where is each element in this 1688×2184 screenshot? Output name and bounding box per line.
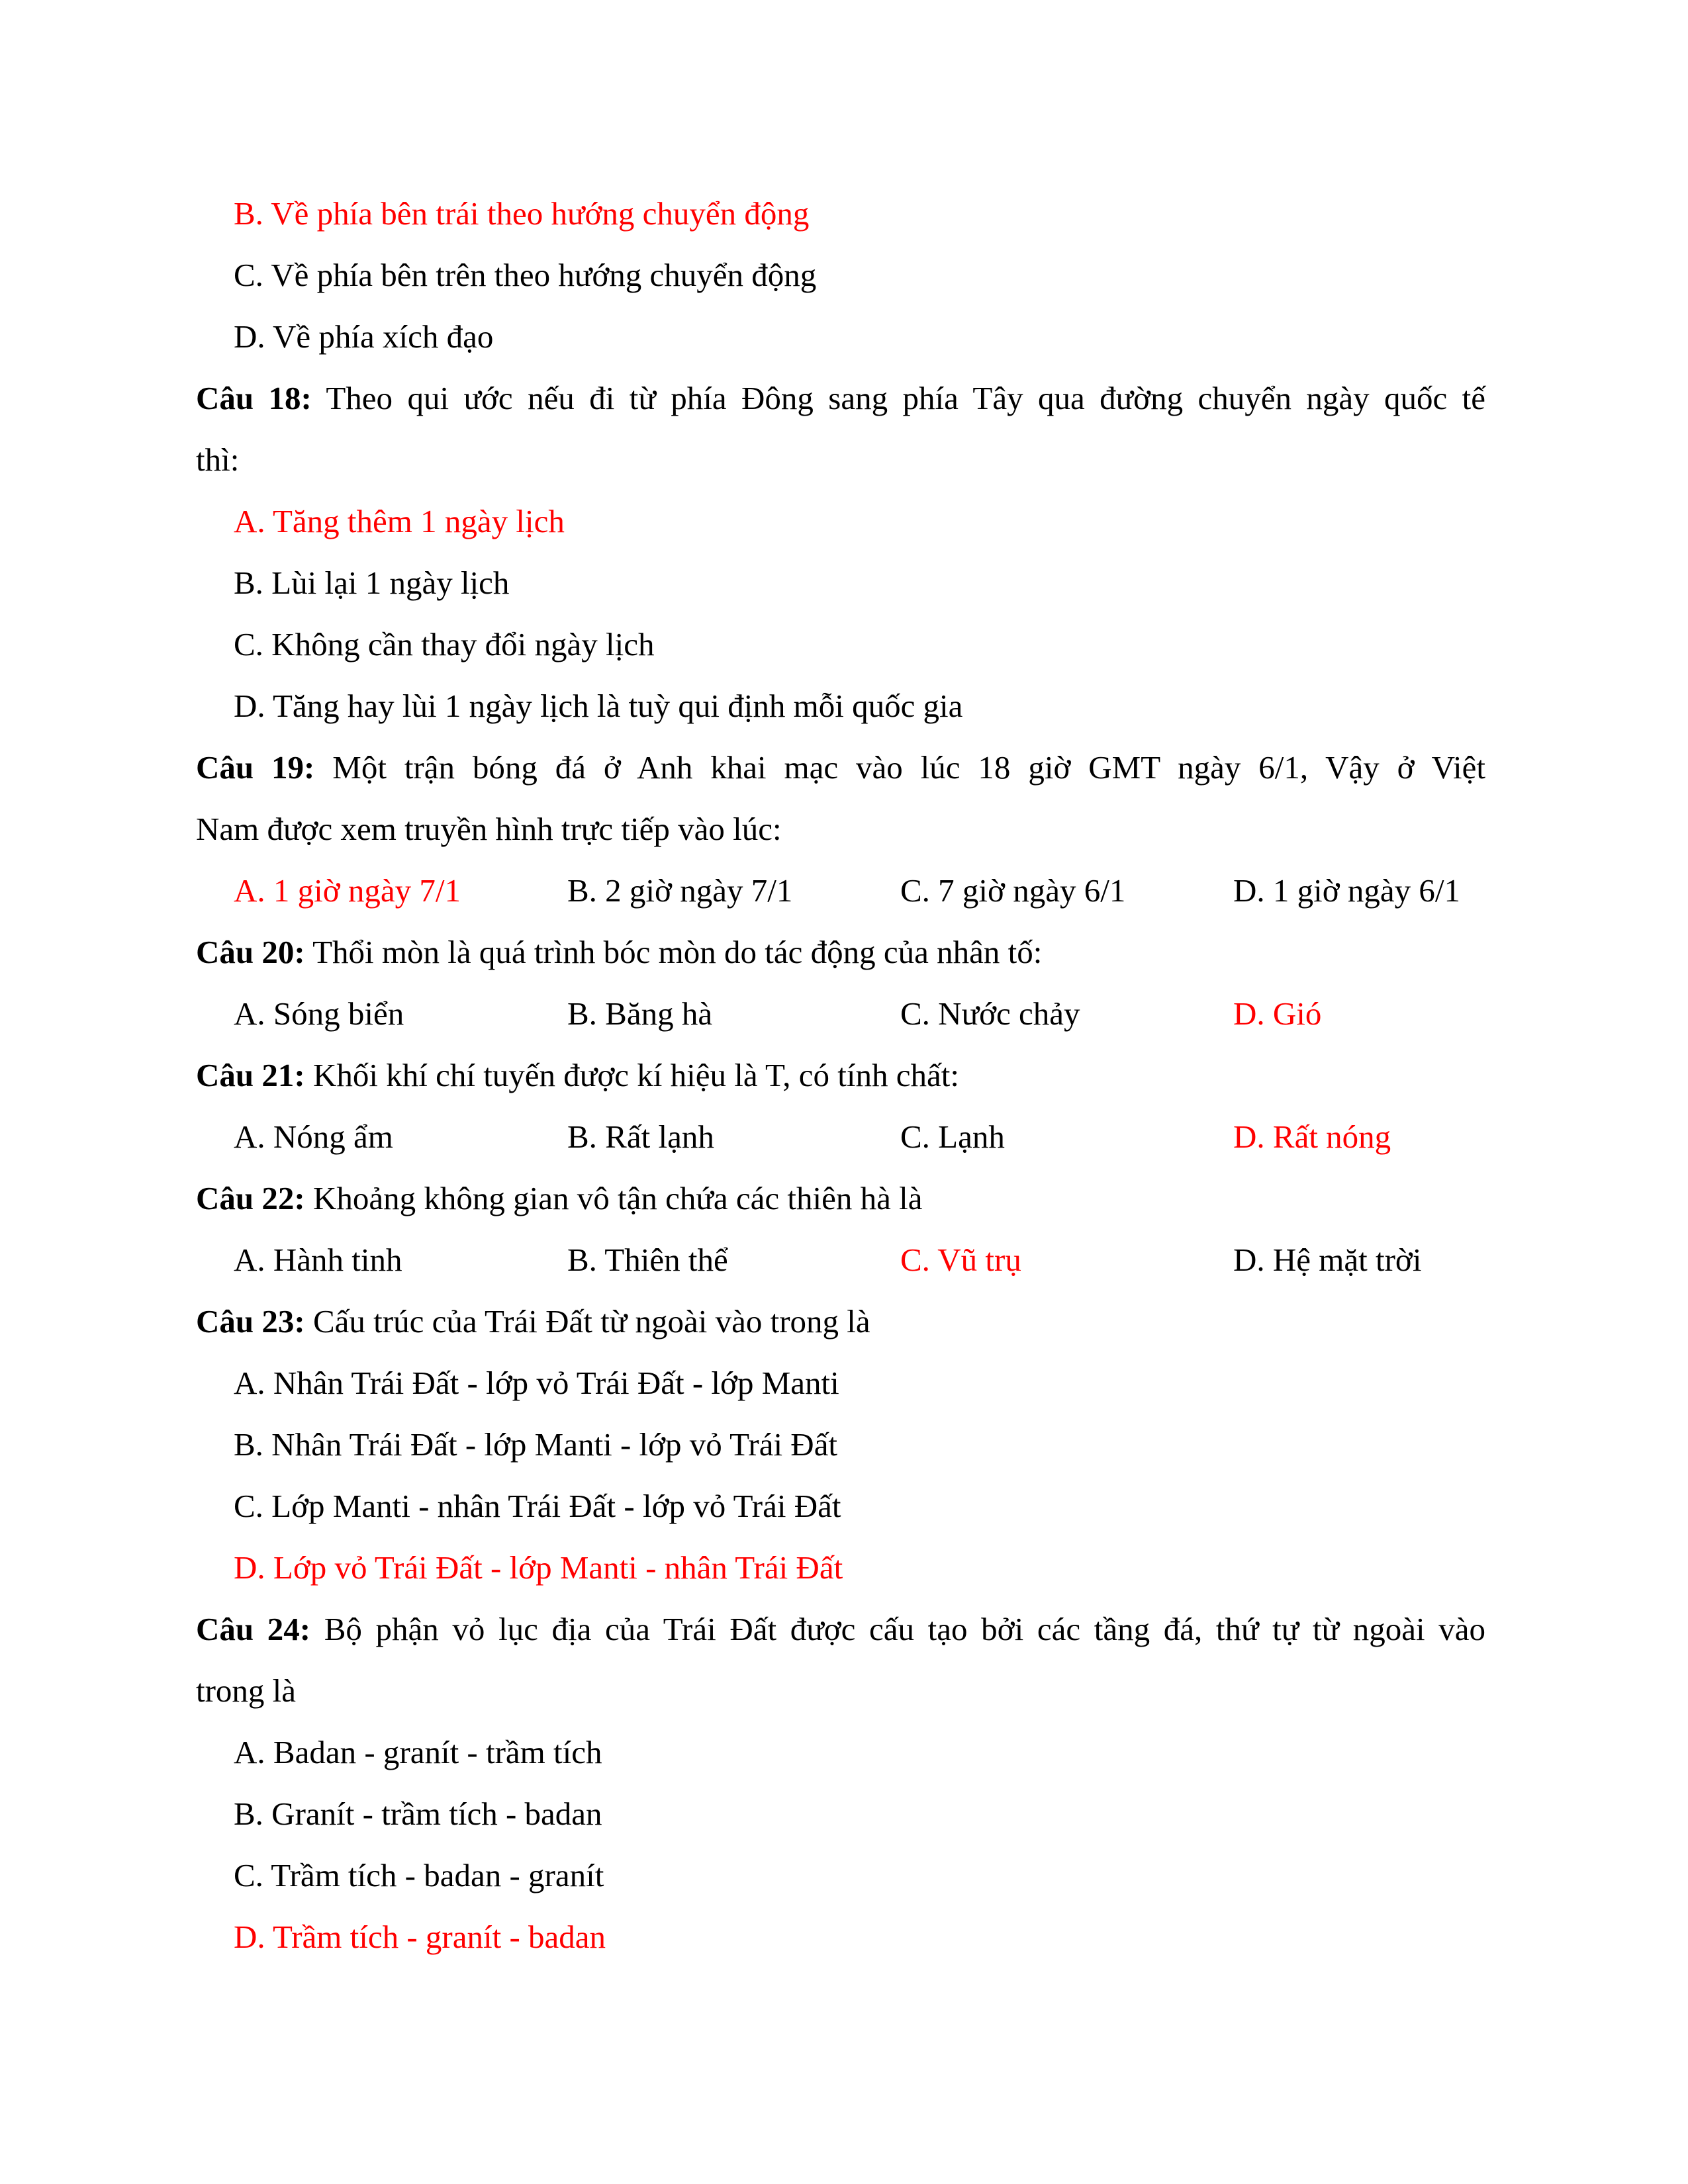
question-23-text [196,1302,870,1342]
question-19-option-c: C. 7 giờ ngày 6/1 [900,872,1126,909]
question-22-text [196,1179,922,1218]
question-21-option-b: B. Rất lạnh [567,1118,714,1155]
question-22-option-b: B. Thiên thể [567,1242,728,1278]
question-19-line1: Một trận bóng đá ở Anh khai mạc vào lúc 18 giờ GMT ngày 6/1, Vậy ở Việt [332,749,1485,786]
question-18-option-a: A. Tăng thêm 1 ngày lịch [234,503,565,539]
question-24-text [196,1610,1485,1649]
question-19-option-d: D. 1 giờ ngày 6/1 [1233,872,1461,909]
question-19-line2: Nam được xem truyền hình trực tiếp vào lúc: [196,811,782,847]
question-21-stem: Khối khí chí tuyến được kí hiệu là T, có tính chất: [312,1057,959,1093]
question-23-option-c: C. Lớp Manti - nhân Trái Đất - lớp vỏ Trái Đất [234,1488,841,1524]
question-18-option-d: D. Tăng hay lùi 1 ngày lịch là tuỳ qui định mỗi quốc gia [234,688,963,724]
question-21-options [0,1117,1688,1157]
question-23-option-d: D. Lớp vỏ Trái Đất - lớp Manti - nhân Trái Đất [234,1549,843,1586]
question-23-label: Câu 23: [196,1303,305,1340]
question-21-option-c: C. Lạnh [900,1118,1005,1155]
question-18-line2: thì: [196,441,240,478]
question-23-option-a: A. Nhân Trái Đất - lớp vỏ Trái Đất - lớp Manti [234,1365,839,1401]
question-19-text [196,748,1485,788]
question-20-text [196,933,1042,972]
question-24-label: Câu 24: [196,1611,311,1647]
question-21-option-a: A. Nóng ẩm [234,1118,393,1155]
question-22-option-d: D. Hệ mặt trời [1233,1242,1422,1278]
question-21-text [196,1056,959,1095]
question-20-option-c: C. Nước chảy [900,995,1080,1032]
question-20-option-a: A. Sóng biển [234,995,404,1032]
question-24-option-d: D. Trầm tích - granít - badan [234,1919,606,1955]
question-22-label: Câu 22: [196,1180,305,1216]
question-19-options [0,871,1688,911]
prev-option-c: C. Về phía bên trên theo hướng chuyển động [234,257,817,293]
question-18-line1: Theo qui ước nếu đi từ phía Đông sang phía Tây qua đường chuyển ngày quốc tế [326,380,1485,416]
question-22-option-c: C. Vũ trụ [900,1242,1021,1278]
question-19-option-a: A. 1 giờ ngày 7/1 [234,872,461,909]
question-20-stem: Thổi mòn là quá trình bóc mòn do tác động của nhân tố: [312,934,1043,970]
question-19-option-b: B. 2 giờ ngày 7/1 [567,872,793,909]
question-24-line2: trong là [196,1672,297,1709]
question-24-line1: Bộ phận vỏ lục địa của Trái Đất được cấu tạo bởi các tầng đá, thứ tự từ ngoài vào [324,1611,1485,1647]
question-20-options [0,994,1688,1034]
question-22-option-a: A. Hành tinh [234,1242,402,1278]
question-23-option-b: B. Nhân Trái Đất - lớp Manti - lớp vỏ Trái Đất [234,1426,838,1463]
question-20-option-b: B. Băng hà [567,995,713,1032]
question-21-option-d: D. Rất nóng [1233,1118,1391,1155]
prev-option-b: B. Về phía bên trái theo hướng chuyển động [234,195,810,232]
question-19-label: Câu 19: [196,749,315,786]
question-18-option-b: B. Lùi lại 1 ngày lịch [234,565,510,601]
question-24-option-a: A. Badan - granít - trầm tích [234,1734,602,1770]
question-24-option-c: C. Trầm tích - badan - granít [234,1857,604,1893]
question-24-option-b: B. Granít - trầm tích - badan [234,1796,602,1832]
question-18-label: Câu 18: [196,380,312,416]
prev-option-d: D. Về phía xích đạo [234,318,494,355]
question-20-option-d: D. Gió [1233,995,1322,1032]
question-20-label: Câu 20: [196,934,305,970]
question-21-label: Câu 21: [196,1057,305,1093]
question-18-option-c: C. Không cần thay đổi ngày lịch [234,626,655,662]
question-22-stem: Khoảng không gian vô tận chứa các thiên hà là [312,1180,923,1216]
question-22-options [0,1240,1688,1280]
question-18-text [196,379,1485,418]
question-23-stem: Cấu trúc của Trái Đất từ ngoài vào trong là [312,1303,870,1340]
